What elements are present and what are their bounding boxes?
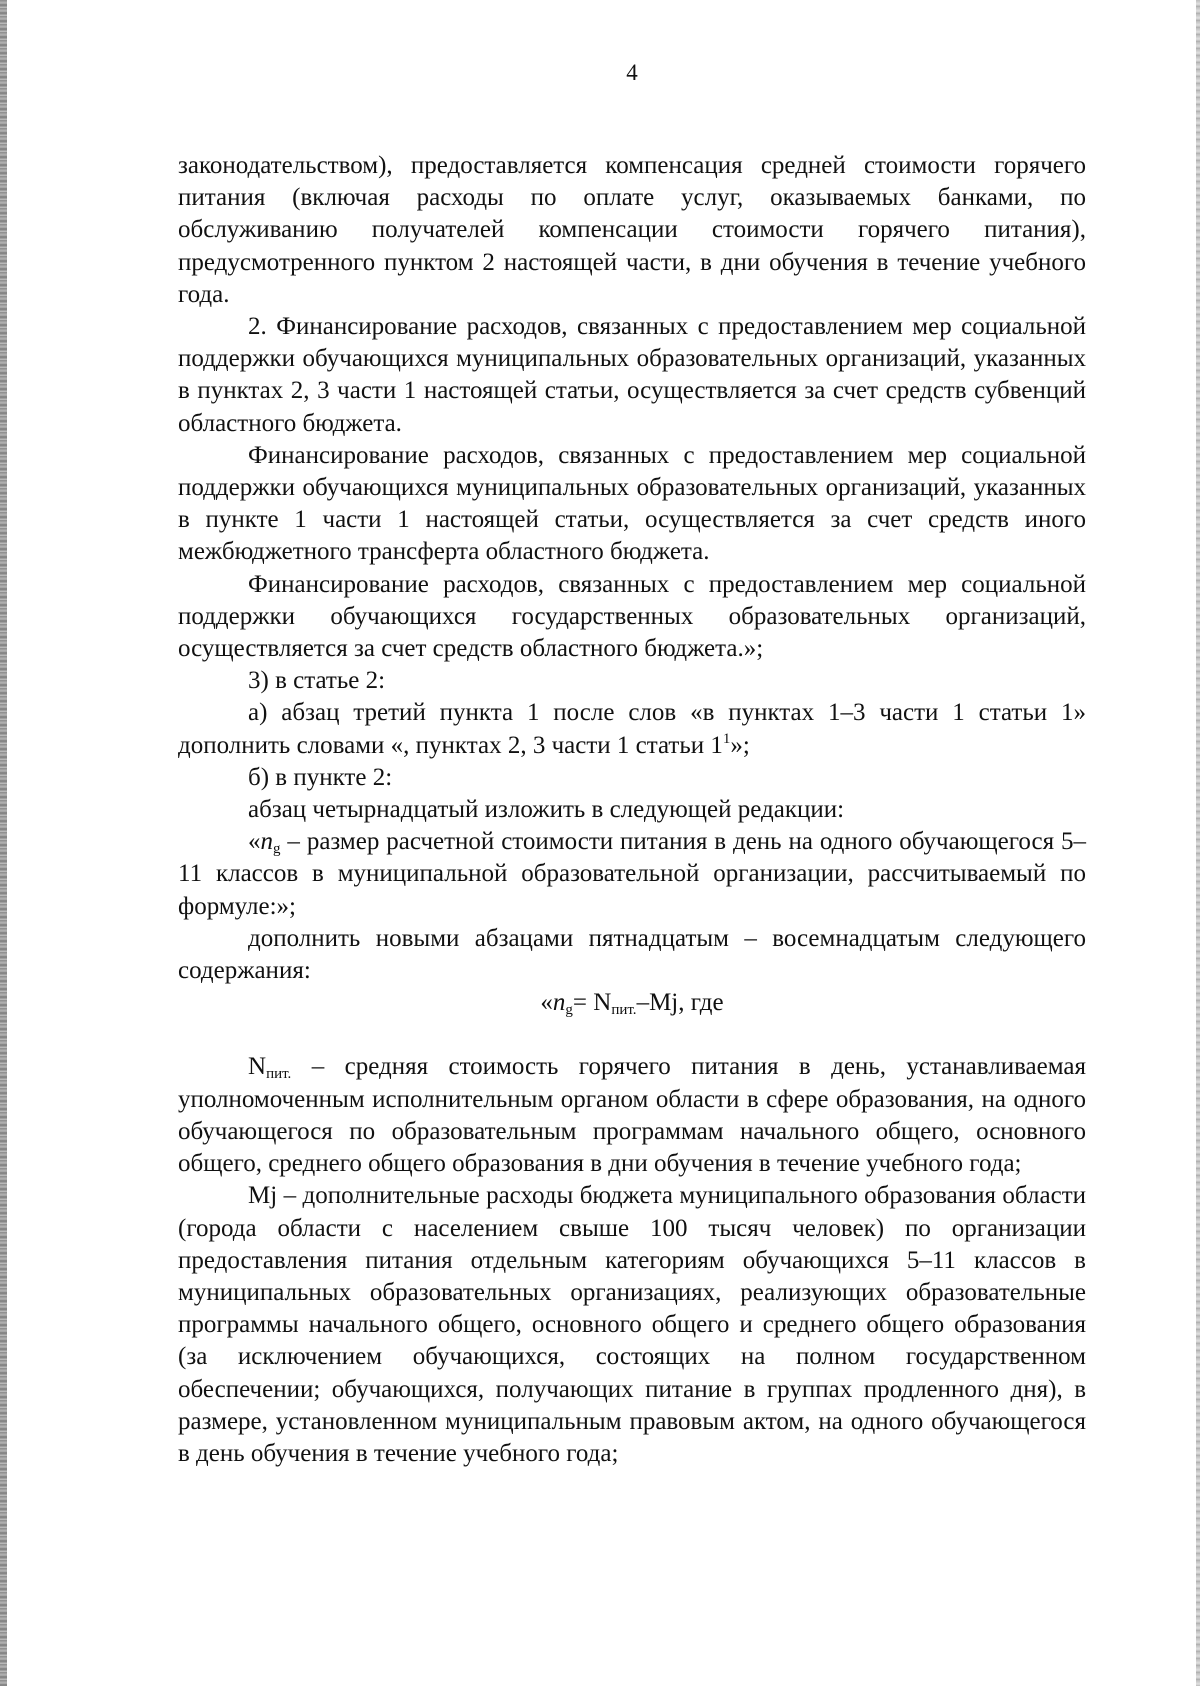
formula-ng [178,987,1086,1019]
paragraph-amendment-a [178,697,1086,761]
paragraph-ng-definition [178,826,1086,923]
paragraph-financing-state: Финансирование расходов, связанных с предоставлением мер социальной поддержки обучающихся государственных образовательных организаций, осуществляется за счет средств областного бюджета.»; [178,570,1086,663]
page-number: 4 [626,60,638,85]
paragraph-mj-definition [178,1180,1086,1470]
paragraph-financing-transfer: Финансирование расходов, связанных с предоставлением мер социальной поддержки обучающихся муниципальных образовательных организаций, указанных в пункте 1 части 1 настоящей статьи, осуществляется за счет средств иного межбюджетного трансферта областного бюджета. [178,441,1086,566]
paragraph-new-paragraphs: дополнить новыми абзацами пятнадцатым – восемнадцатым следующего содержания: [178,924,1086,985]
formula-npit-subscript: пит. [611,1002,637,1019]
formula-var-subscript: g [565,1002,573,1019]
paragraph-continuation: законодательством), предоставляется компенсация средней стоимости горячего питания (включая расходы по оплате услуг, оказываемых банками, по обслуживанию получателей компенсации стоимости горячего питания), предусмотренного пунктом 2 настоящей части, в дни обучения в течение учебного года. [178,152,1086,308]
formula-rest: –Mj, где [636,989,724,1017]
paragraph-financing-subventions: 2. Финансирование расходов, связанных с предоставлением мер социальной поддержки обучающихся муниципальных образовательных организаций, указанных в пунктах 2, 3 части 1 настоящей статьи, осуществляется за счет средств субвенций областного бюджета. [178,313,1086,437]
amendment-a-superscript: 1 [722,730,731,747]
ng-quote: « [248,828,261,856]
mj-symbol: Mj [248,1182,278,1210]
ng-definition-text: – размер расчетной стоимости питания в день на одного обучающегося 5–11 классов в муниципальной образовательной организации, рассчитываемый по формуле:»; [178,828,1086,920]
formula-var: n [552,989,566,1017]
amendment-a-text: а) абзац третий пункта 1 после слов «в пунктах 1–3 части 1 статьи 1» дополнить словами «, пунктах 2, 3 части 1 статьи 1 [178,699,1086,759]
npit-definition-text: – средняя стоимость горячего питания в день, устанавливаемая уполномоченным исполнительным органом области в сфере образования, на одного обучающегося по образовательным программам начального общего, основного общего, среднего общего образования в дни обучения в течение учебного года; [178,1053,1086,1178]
formula-eq: = N [572,989,612,1017]
amendment-a-end: »; [730,731,750,759]
npit-symbol: N [248,1053,267,1081]
scan-right-edge [1196,0,1200,1686]
paragraph-article-2: 3) в статье 2: [248,667,386,695]
paragraph-fourteenth: абзац четырнадцатый изложить в следующей редакции: [248,796,845,824]
mj-definition-text: – дополнительные расходы бюджета муниципального образования области (города области с населением свыше 100 тысяч человек) по организации предоставления питания отдельным категориям обучающихся 5–11 классов в муниципальных образовательных организациях, реализующих образовательные программы начального общего, основного общего и среднего общего образования (за исключением обучающихся, состоящих на полном государственном обеспечении; обучающихся, получающих питание в группах продленного дня), в размере, установленном муниципальным правовым актом, на одного обучающегося в день обучения в течение учебного года; [178,1182,1086,1467]
scan-left-edge [0,0,7,1686]
npit-subscript: пит. [266,1066,292,1083]
formula-open: « [540,989,553,1017]
ng-variable: n [260,828,273,856]
paragraph-amendment-b: б) в пункте 2: [248,763,393,791]
document-body [178,150,1086,1470]
paragraph-npit-definition [178,1051,1086,1180]
ng-subscript: g [273,841,281,858]
